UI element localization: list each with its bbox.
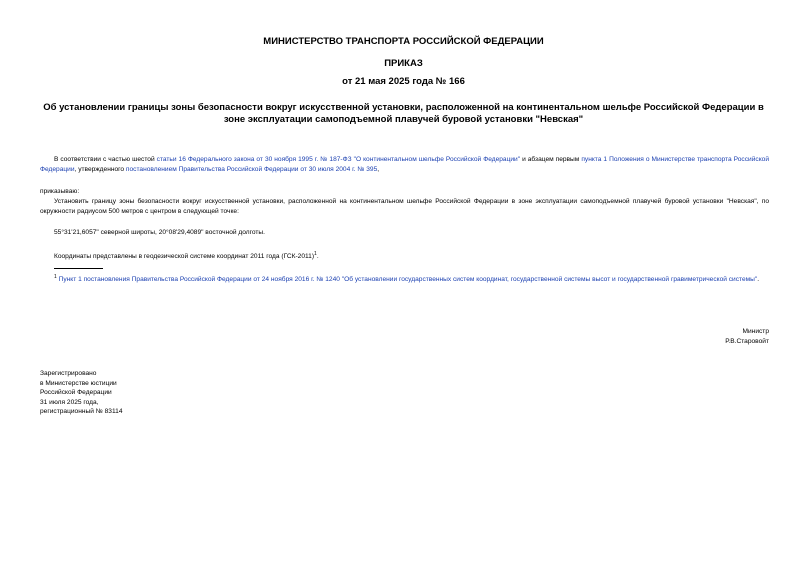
footnote-number: 1 — [54, 274, 57, 280]
ministry-heading: МИНИСТЕРСТВО ТРАНСПОРТА РОССИЙСКОЙ ФЕДЕРАЦИИ — [263, 36, 544, 47]
coordinates-paragraph: 55°31'21,6057" северной широты, 20°08'29,4089" восточной долготы. — [54, 229, 265, 236]
order-title: ПРИКАЗ — [384, 58, 423, 69]
order-word: приказываю: — [40, 188, 80, 195]
preamble-text-4: , — [377, 165, 380, 173]
preamble-paragraph — [40, 155, 769, 174]
preamble-text-1: В соответствии с частью шестой — [54, 156, 157, 163]
footnote-divider — [54, 268, 103, 269]
order-subject: Об установлении границы зоны безопасности вокруг искусственной установки, расположенной на континентальном шельфе Российской Федерации в зоне эксплуатации самоподъемной плавучей буровой установки "Невская" — [43, 102, 764, 125]
signatory-position: Министр — [742, 328, 769, 335]
footnote — [54, 272, 769, 285]
government-decree-link[interactable]: постановлением Правительства Российской Федерации от 30 июля 2004 г. № 395 — [125, 165, 378, 173]
registration-number: регистрационный № 83114 — [40, 408, 123, 415]
registration-line-2: в Министерстве юстиции — [40, 379, 117, 387]
preamble-text-3: , утвержденного — [74, 165, 126, 173]
registration-line-1: Зарегистрировано — [40, 370, 97, 377]
coordinate-system-note — [40, 250, 769, 262]
signature-block — [725, 327, 769, 347]
footnote-end: . — [757, 276, 760, 284]
preamble-text-2: и абзацем первым — [520, 156, 582, 163]
footnote-reference[interactable]: 1 — [314, 251, 317, 257]
coordinate-system-text: Координаты представлены в геодезической системе координат 2011 года (ГСК-2011) — [54, 253, 315, 261]
registration-date: 31 июля 2025 года, — [40, 398, 99, 406]
coordinate-system-end: . — [316, 253, 319, 261]
registration-line-3: Российской Федерации — [40, 389, 112, 396]
signatory-name: Р.В.Старовойт — [725, 338, 769, 345]
regulation-point-link[interactable]: пункта 1 Положения о Министерстве транспорта Российской Федерации — [40, 156, 770, 173]
main-clause: Установить границу зоны безопасности вокруг искусственной установки, расположенной на континентальном шельфе Российской Федерации в зоне эксплуатации самоподъемной плавучей буровой установки "Невская", по окружности радиусом 500 метров с центром в следующей точке: — [40, 198, 769, 215]
law-article-link[interactable]: статьи 16 Федерального закона от 30 ноября 1995 г. № 187-ФЗ "О континентальном шельфе Российской Федерации" — [156, 156, 521, 163]
footnote-link[interactable]: Пункт 1 постановления Правительства Российской Федерации от 24 ноября 2016 г. № 1240 "Об установлении государственных систем координат, государственной системы высот и государственной гравиметрической системы" — [58, 276, 758, 284]
order-date-number: от 21 мая 2025 года № 166 — [342, 76, 465, 87]
registration-block — [40, 369, 123, 417]
